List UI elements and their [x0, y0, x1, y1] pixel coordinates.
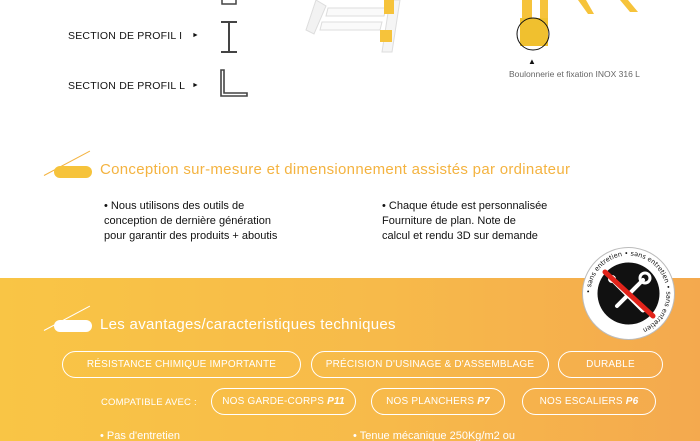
page-ref: P11 — [327, 396, 345, 407]
link-label: NOS PLANCHERS — [386, 396, 475, 407]
text-line: calcul et rendu 3D sur demande — [382, 230, 538, 242]
marker-triangle: ▲ — [528, 57, 536, 66]
text-line: pour garantir des produits + aboutis — [104, 230, 278, 242]
badge-ring-text: • sans entretien • sans entretien • sans entretien — [584, 249, 673, 335]
conception-col-2 — [382, 199, 547, 244]
no-maintenance-badge — [581, 246, 676, 341]
link-label: NOS GARDE-CORPS — [222, 396, 325, 407]
bullet-tenue: • Tenue mécanique 250Kg/m2 ou — [353, 430, 516, 441]
arrow-icon: ► — [192, 32, 199, 39]
compatible-label: COMPATIBLE AVEC : — [101, 397, 197, 408]
text-line: Fourniture de plan. Note de — [382, 215, 516, 227]
text-line: • Chaque étude est personnalisée — [382, 200, 548, 212]
i-beam-icon — [219, 20, 239, 54]
text-line: conception de dernière génération — [104, 215, 271, 227]
bullet-entretien: • Pas d'entretien — [100, 430, 180, 441]
conception-heading: Conception sur-mesure et dimensionnement assistés par ordinateur — [100, 161, 571, 178]
fixation-caption: Boulonnerie et fixation INOX 316 L — [509, 69, 640, 79]
profile-l-label: SECTION DE PROFIL L — [68, 80, 186, 92]
tag-precision: PRÉCISION D'USINAGE & D'ASSEMBLAGE — [311, 351, 549, 378]
advantages-heading: Les avantages/caracteristiques techniques — [100, 316, 396, 333]
tag-resistance: RÉSISTANCE CHIMIQUE IMPORTANTE — [62, 351, 301, 378]
heading-accent-pill — [54, 320, 92, 332]
page-ref: P7 — [477, 396, 490, 407]
arrow-icon: ► — [192, 82, 199, 89]
link-planchers[interactable] — [371, 388, 505, 415]
page-ref: P6 — [625, 396, 639, 407]
post-illustration — [500, 0, 650, 56]
heading-accent-pill — [54, 166, 92, 178]
tag-durable: DURABLE — [558, 351, 663, 378]
l-angle-icon — [219, 68, 249, 100]
stair-illustration — [300, 0, 420, 56]
link-label: NOS ESCALIERS — [539, 396, 623, 407]
profile-i-label: SECTION DE PROFIL I — [68, 30, 183, 42]
link-escaliers[interactable] — [522, 388, 656, 415]
link-garde-corps[interactable] — [211, 388, 356, 415]
conception-col-1 — [104, 199, 277, 244]
profile-top-icon — [221, 0, 237, 6]
text-line: • Nous utilisons des outils de — [104, 200, 245, 212]
